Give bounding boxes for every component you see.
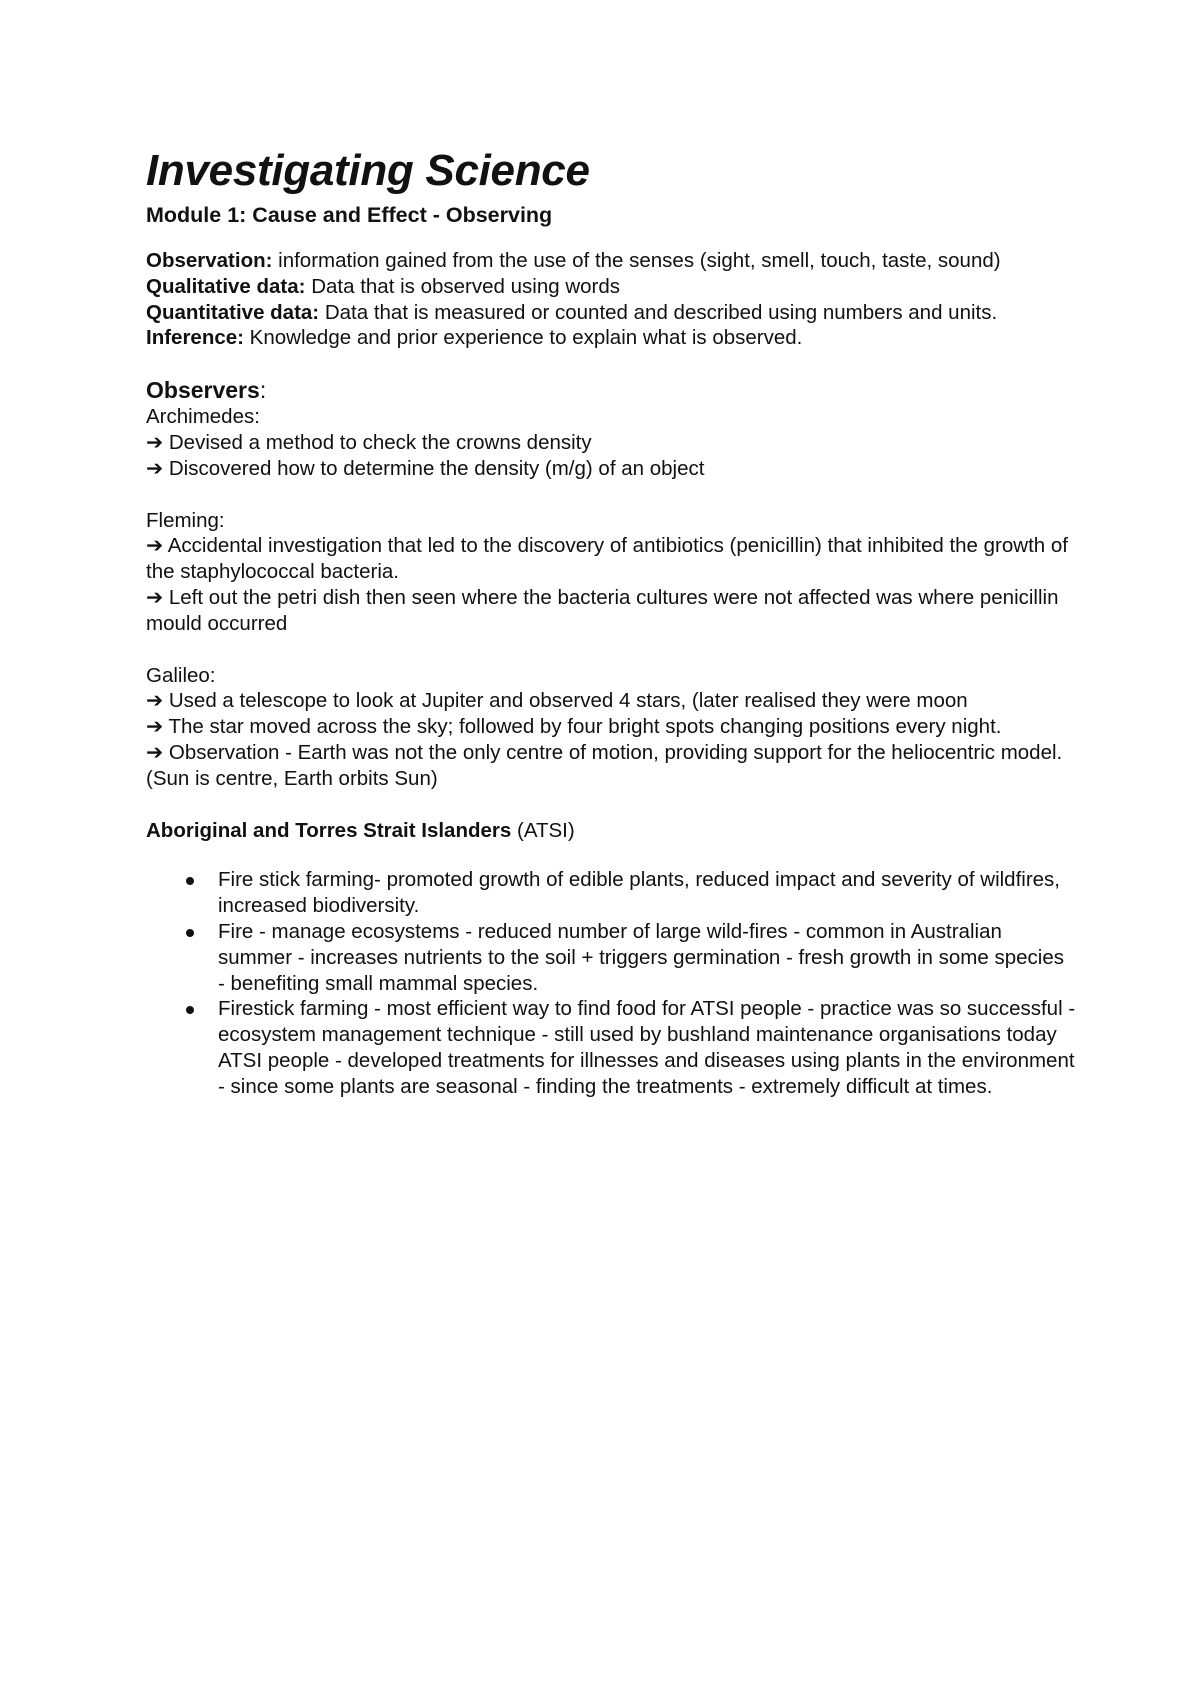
atsi-bullet-list bbox=[146, 867, 1076, 1099]
galileo-name: Galileo: bbox=[146, 663, 216, 687]
module-subtitle: Module 1: Cause and Effect - Observing bbox=[146, 203, 553, 227]
spacer bbox=[146, 482, 1076, 508]
list-item-text: Fire - manage ecosystems - reduced number of large wild-fires - common in Australian summer - increases nutrients to the soil + triggers germination - fresh growth in some species - benefiting small mammal species. bbox=[218, 919, 1064, 995]
galileo-point: ➔ Used a telescope to look at Jupiter and observed 4 stars, (later realised they were moon bbox=[146, 689, 968, 713]
archimedes-point: ➔ Devised a method to check the crowns density bbox=[146, 430, 592, 454]
fleming-point: ➔ Accidental investigation that led to the discovery of antibiotics (penicillin) that inhibited the growth of the staphylococcal bacteria. bbox=[146, 534, 1068, 584]
list-item-text: Fire stick farming- promoted growth of edible plants, reduced impact and severity of wildfires, increased biodiversity. bbox=[218, 868, 1061, 918]
galileo-point: ➔ Observation - Earth was not the only centre of motion, providing support for the heliocentric model. (Sun is centre, Earth orbits Sun) bbox=[146, 740, 1063, 790]
archimedes-name: Archimedes: bbox=[146, 405, 260, 429]
document-content bbox=[146, 146, 1076, 1100]
atsi-heading-rest: (ATSI) bbox=[511, 818, 575, 842]
atsi-heading bbox=[146, 818, 1076, 844]
definition-quantitative bbox=[146, 300, 1076, 352]
definition-observation bbox=[146, 248, 1076, 274]
spacer bbox=[146, 637, 1076, 663]
observers-heading bbox=[146, 377, 1076, 404]
term-qualitative: Qualitative data: bbox=[146, 274, 306, 298]
list-item bbox=[146, 919, 1076, 996]
list-item-text: Firestick farming - most efficient way to find food for ATSI people - practice was so successful - ecosystem management technique - still used by bushland maintenance organisations today ATSI people - developed treatments for illnesses and diseases using plants in the environment - since some plants are seasonal - finding the treatments - extremely difficult at times. bbox=[218, 997, 1076, 1098]
fleming-name: Fleming: bbox=[146, 508, 225, 532]
page-title: Investigating Science bbox=[146, 146, 590, 195]
term-observation: Observation: bbox=[146, 249, 273, 272]
text-inference: Knowledge and prior experience to explain what is observed. bbox=[243, 326, 803, 350]
bullet-icon bbox=[186, 877, 194, 885]
text-observation: information gained from the use of the senses (sight, smell, touch, taste, sound) bbox=[272, 249, 1001, 272]
list-item bbox=[146, 867, 1076, 919]
list-item bbox=[146, 996, 1076, 1099]
atsi-heading-bold: Aboriginal and Torres Strait Islanders bbox=[146, 818, 512, 842]
observers-heading-text: Observers bbox=[146, 377, 260, 404]
observers-heading-colon: : bbox=[259, 377, 267, 404]
bullet-icon bbox=[186, 929, 194, 937]
term-quantitative: Quantitative data: bbox=[146, 300, 320, 324]
term-inference: Inference: bbox=[146, 326, 244, 350]
bullet-icon bbox=[186, 1006, 194, 1014]
archimedes-point: ➔ Discovered how to determine the density (m/g) of an object bbox=[146, 456, 705, 480]
text-qualitative: Data that is observed using words bbox=[305, 274, 620, 298]
galileo-point: ➔ The star moved across the sky; followed by four bright spots changing positions every night. bbox=[146, 715, 1002, 739]
text-quantitative: Data that is measured or counted and described using numbers and units. bbox=[319, 300, 998, 324]
fleming-point: ➔ Left out the petri dish then seen where the bacteria cultures were not affected was where penicillin mould occurred bbox=[146, 585, 1059, 635]
definition-qualitative bbox=[146, 274, 1076, 300]
